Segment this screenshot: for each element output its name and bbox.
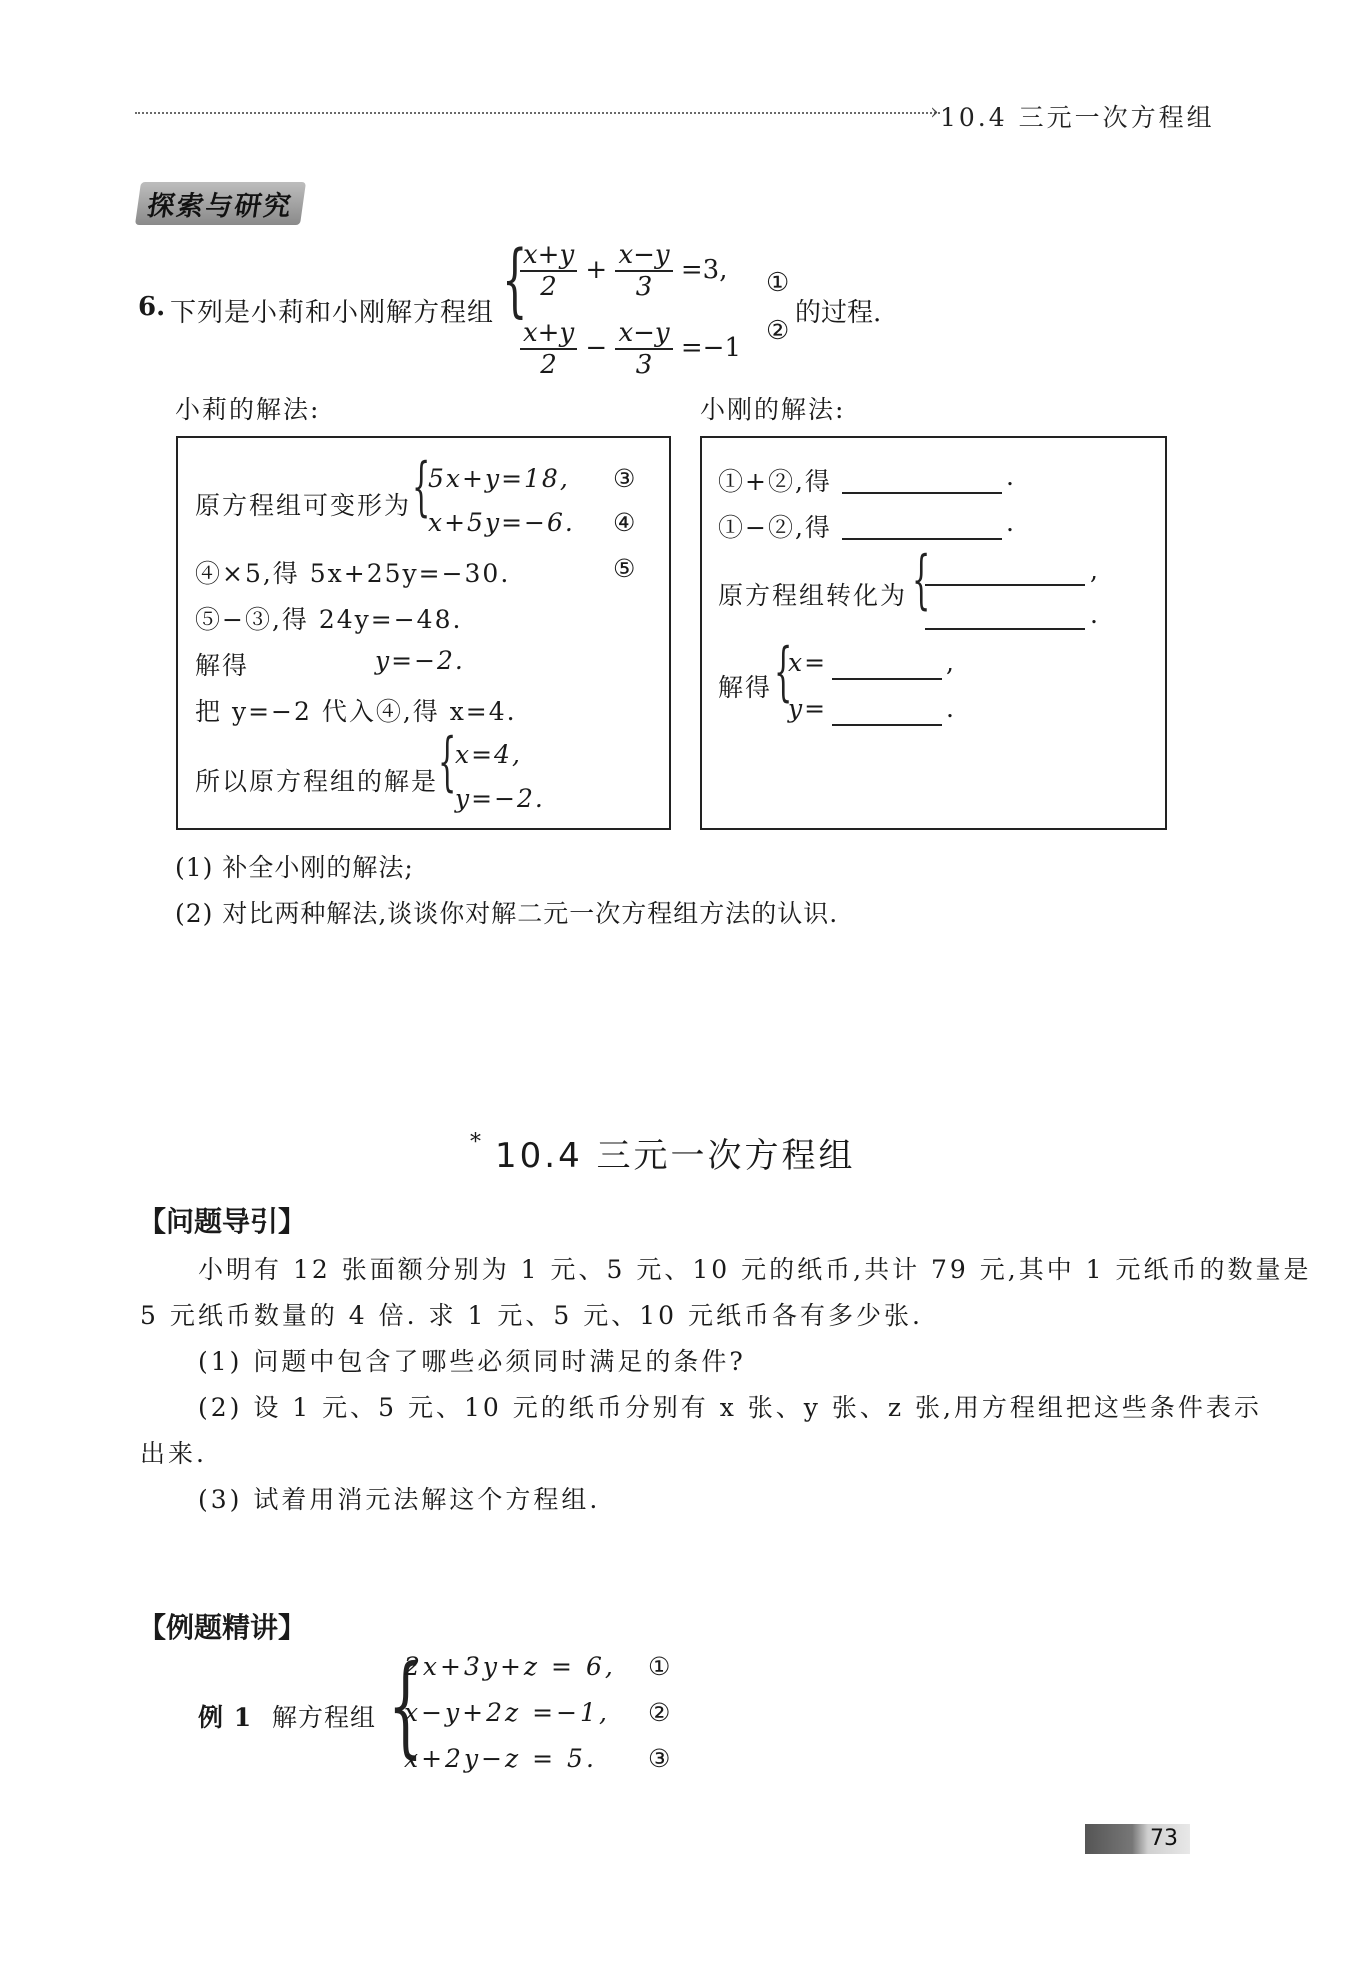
xiaogang-label: 小刚的解法:: [700, 395, 846, 424]
guide-heading: 【问题导引】: [138, 1205, 307, 1238]
problem-intro: 下列是小莉和小刚解方程组: [170, 298, 495, 328]
xiaogang-line4-prefix: 解得: [718, 673, 773, 702]
xiaoli-line3: ⑤−③,得 24y=−48.: [195, 605, 463, 634]
xiaogang-blank-2[interactable]: [842, 514, 1002, 540]
example-prefix: 解方程组: [272, 1703, 377, 1732]
xiaoli-line4-label: 解得: [195, 651, 250, 680]
xiaoli-line6-prefix: 所以原方程组的解是: [195, 767, 439, 796]
guide-paragraph-line2: 5 元纸币数量的 4 倍. 求 1 元、5 元、10 元纸币各有多少张.: [140, 1301, 923, 1330]
guide-question-3: (3) 试着用消元法解这个方程组.: [198, 1485, 601, 1514]
xiaogang-y-label: y=: [788, 694, 828, 723]
problem-brace: {: [502, 233, 528, 326]
xiaoli-mark-4: ④: [613, 508, 638, 537]
header-title: 10.4 三元一次方程组: [940, 103, 1215, 132]
question-1: (1) 补全小刚的解法;: [175, 853, 414, 882]
xiaogang-line2-end: .: [1006, 508, 1016, 537]
problem-eq2: $\frac{x+y}{2}$ − $\frac{x-y}{3}$ =−1: [520, 318, 741, 380]
xiaogang-blank-3[interactable]: [925, 560, 1085, 586]
problem-mark-2: ②: [766, 316, 790, 346]
xiaogang-x-label: x=: [788, 648, 828, 677]
xiaoli-line1-prefix: 原方程组可变形为: [195, 491, 412, 520]
example-mark-3: ③: [648, 1744, 674, 1773]
guide-question-2-line2: 出来.: [140, 1439, 207, 1468]
xiaogang-y-end: .: [946, 694, 956, 723]
xiaogang-line3-end1: ,: [1090, 556, 1100, 585]
guide-question-2-line1: (2) 设 1 元、5 元、10 元的纸币分别有 x 张、y 张、z 张,用方程组把这些条件表示: [198, 1393, 1262, 1422]
xiaoli-line2: ④×5,得 5x+25y=−30.: [195, 559, 511, 588]
guide-question-1: (1) 问题中包含了哪些必须同时满足的条件?: [198, 1347, 746, 1376]
example-mark-2: ②: [648, 1698, 674, 1727]
example-label: 例 1: [198, 1703, 253, 1732]
xiaogang-brace-2: {: [774, 635, 793, 709]
chapter-star: *: [470, 1130, 481, 1155]
problem-eq1: $\frac{x+y}{2}$ + $\frac{x-y}{3}$ =3,: [520, 240, 727, 302]
xiaoli-sol-x: x=4,: [455, 740, 522, 769]
xiaogang-blank-1[interactable]: [842, 468, 1002, 494]
question-2: (2) 对比两种解法,谈谈你对解二元一次方程组方法的认识.: [175, 899, 839, 928]
example-mark-1: ①: [648, 1652, 674, 1681]
xiaogang-blank-y[interactable]: [832, 700, 942, 726]
page-number: 73: [1150, 1826, 1178, 1851]
section-tag: 探索与研究: [135, 182, 306, 225]
guide-paragraph-line1: 小明有 12 张面额分别为 1 元、5 元、10 元的纸币,共计 79 元,其中 1 元纸币的数量是: [198, 1255, 1312, 1284]
xiaogang-line1-label: ①+②,得: [718, 467, 832, 496]
xiaoli-label: 小莉的解法:: [175, 395, 321, 424]
xiaogang-line3-prefix: 原方程组转化为: [718, 581, 908, 610]
xiaogang-blank-x[interactable]: [832, 654, 942, 680]
example-eq-2: x−y+2z =−1,: [404, 1698, 610, 1727]
xiaoli-mark-3: ③: [613, 464, 638, 493]
problem-number: 6.: [138, 292, 166, 322]
example-eq-3: x+2y−z = 5.: [404, 1744, 597, 1773]
xiaogang-x-end: ,: [946, 648, 956, 677]
xiaogang-line2-label: ①−②,得: [718, 513, 832, 542]
xiaogang-brace-1: {: [912, 543, 931, 617]
problem-suffix: 的过程.: [795, 298, 882, 328]
header-arrow-icon: ›: [930, 100, 939, 125]
xiaoli-brace-1: {: [412, 450, 431, 524]
xiaoli-line5: 把 y=−2 代入④,得 x=4.: [195, 697, 517, 726]
example-eq-1: 2x+3y+z = 6,: [404, 1652, 616, 1681]
xiaogang-line3-end2: .: [1090, 600, 1100, 629]
xiaogang-line1-end: .: [1006, 462, 1016, 491]
xiaoli-mark-5: ⑤: [613, 554, 638, 583]
xiaoli-eq-3: 5x+y=18,: [428, 464, 570, 493]
xiaoli-eq-4: x+5y=−6.: [428, 508, 575, 537]
header-rule: [135, 112, 940, 114]
xiaogang-blank-4[interactable]: [925, 604, 1085, 630]
example-heading: 【例题精讲】: [138, 1611, 307, 1644]
chapter-title: 10.4 三元一次方程组: [495, 1136, 856, 1176]
xiaoli-line4-value: y=−2.: [375, 646, 465, 675]
xiaoli-brace-2: {: [438, 725, 457, 799]
problem-mark-1: ①: [766, 268, 790, 298]
example-brace: {: [388, 1641, 423, 1769]
xiaoli-sol-y: y=−2.: [455, 784, 545, 813]
